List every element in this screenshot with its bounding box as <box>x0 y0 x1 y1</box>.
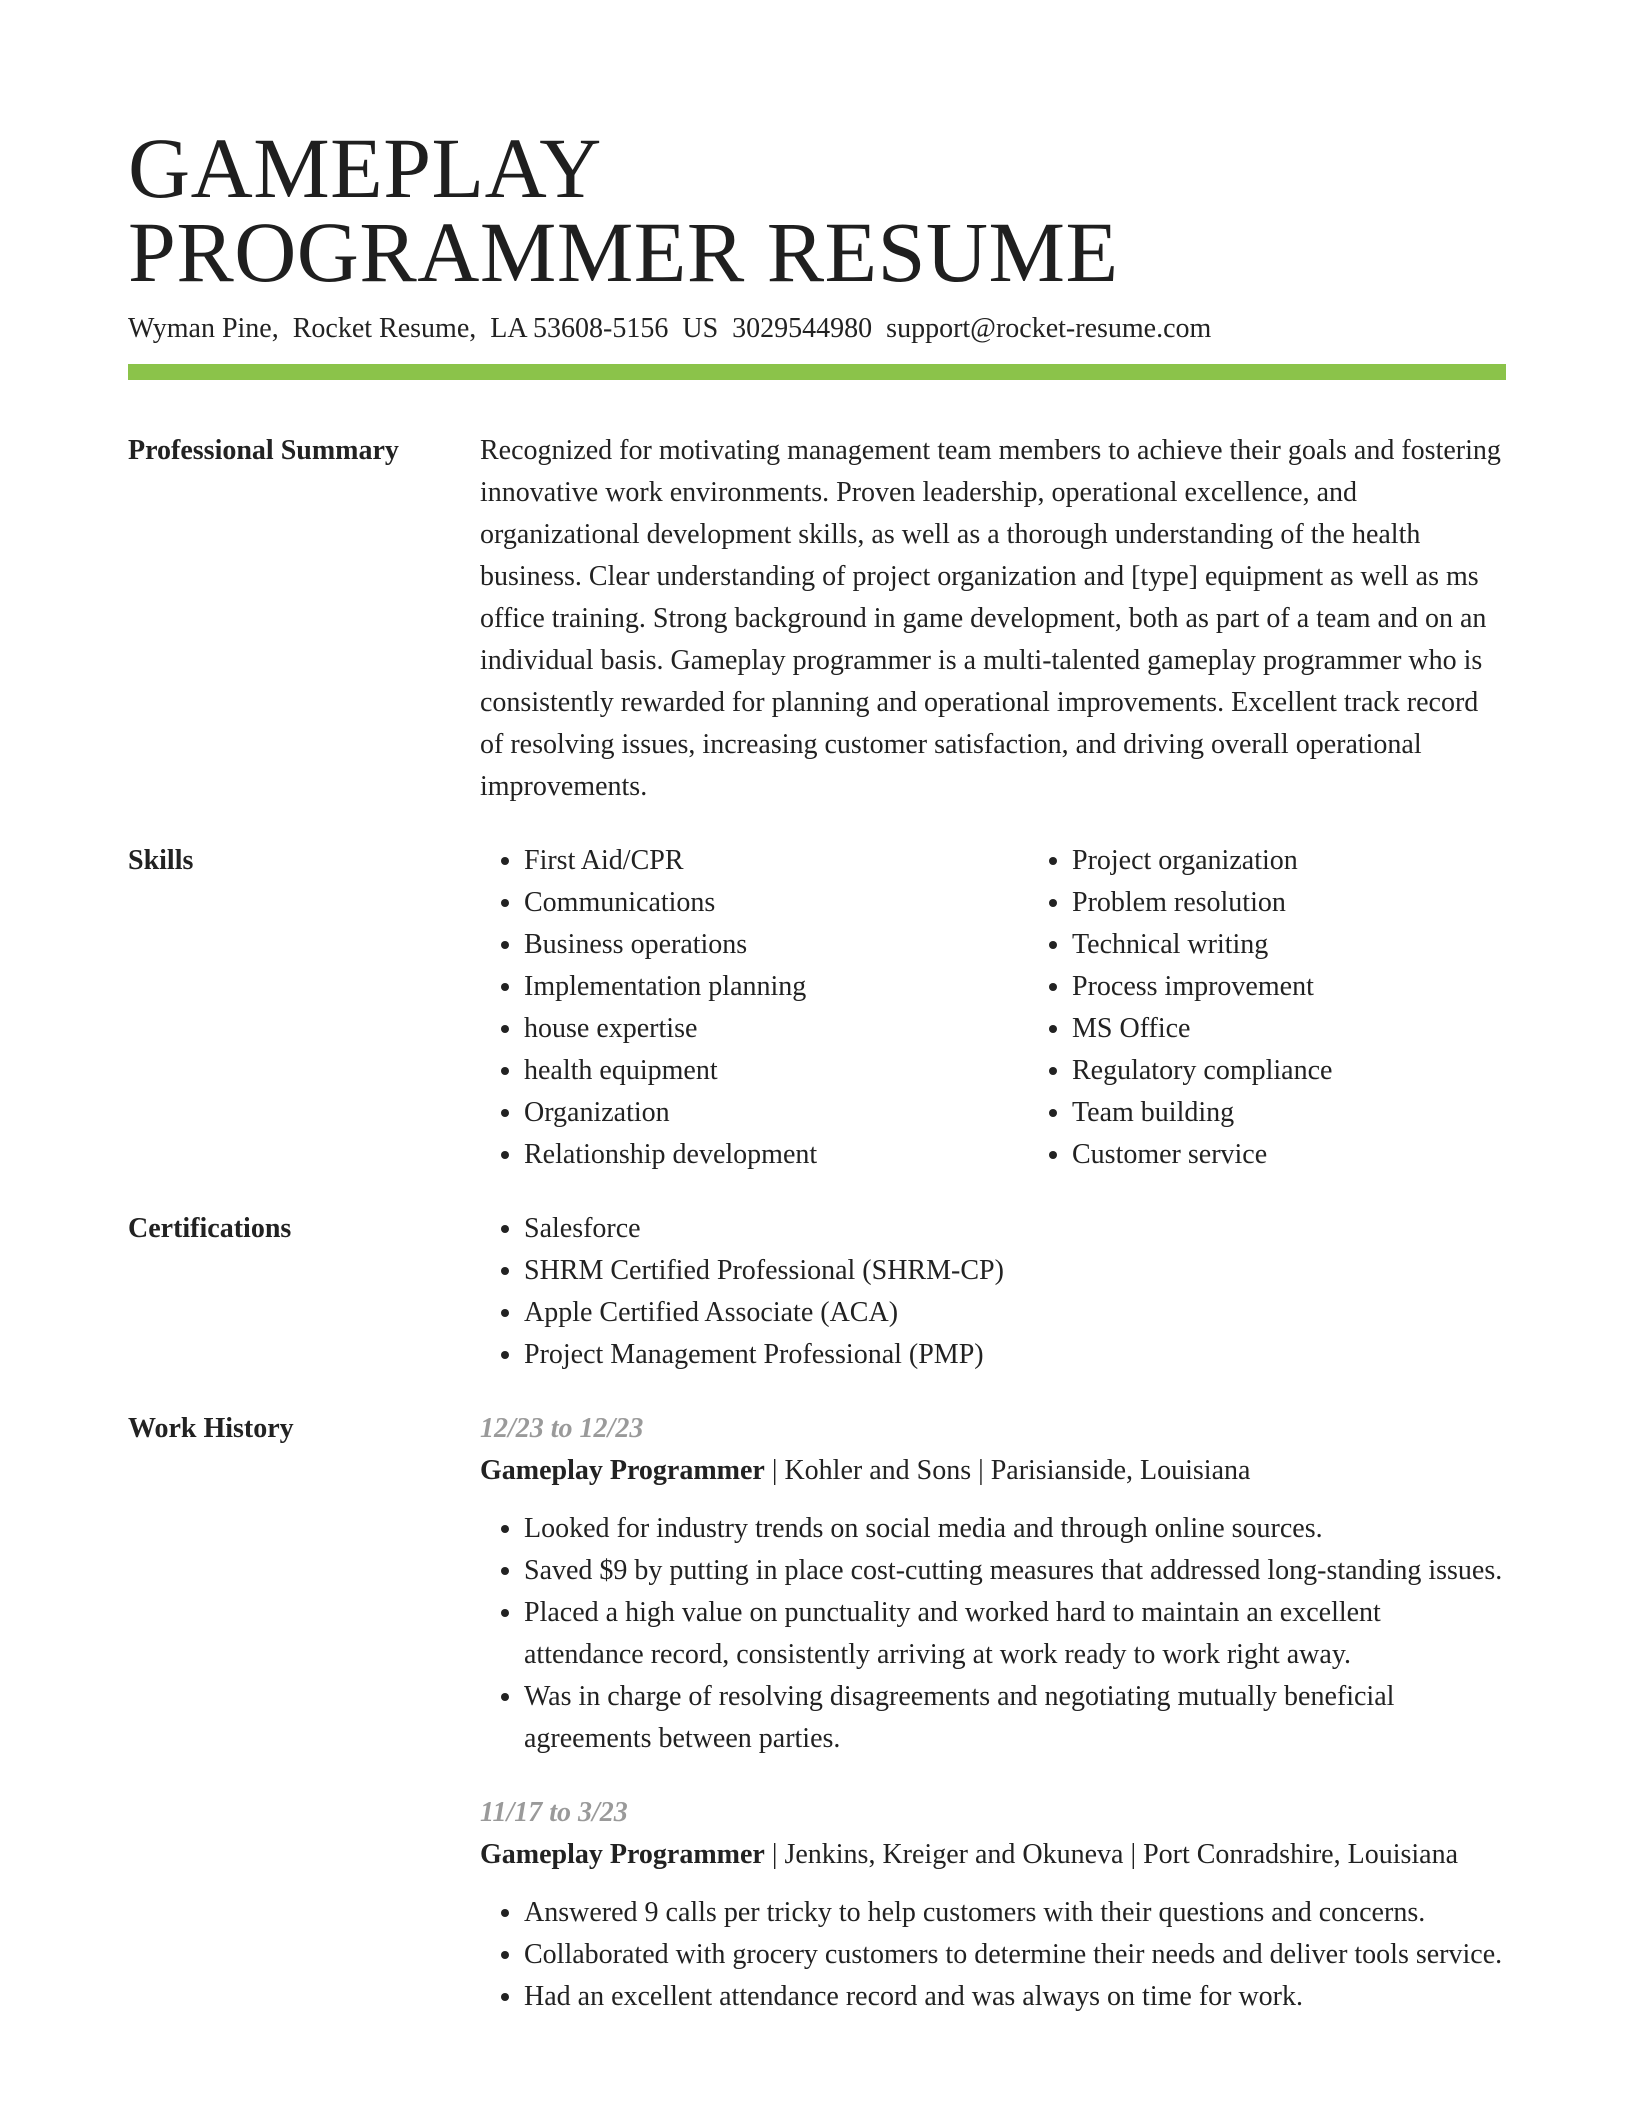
contact-street: Wyman Pine, <box>128 313 279 344</box>
summary-heading: Professional Summary <box>128 435 399 466</box>
skill-item: • Business operations <box>524 924 1028 966</box>
job-bullet: • Was in charge of resolving disagreements and negotiating mutually beneficial agreements between parties. <box>524 1676 1506 1760</box>
certifications-list <box>480 1208 1506 1376</box>
skills-column-1 <box>480 840 1028 1176</box>
job-bullet: • Looked for industry trends on social media and through online sources. <box>524 1508 1506 1550</box>
job-dates: 11/17 to 3/23 <box>480 1797 628 1828</box>
job-bullets <box>480 1892 1506 2018</box>
job-bullet: • Answered 9 calls per tricky to help customers with their questions and concerns. <box>524 1892 1506 1934</box>
skill-item: • MS Office <box>1072 1008 1576 1050</box>
job-bullet: • Saved $9 by putting in place cost-cutting measures that addressed long-standing issues. <box>524 1550 1506 1592</box>
skill-item: • house expertise <box>524 1008 1028 1050</box>
job-bullets <box>480 1508 1506 1760</box>
certifications-body <box>480 1208 1506 1376</box>
skills-section <box>128 840 1506 1176</box>
work-history-heading: Work History <box>128 1413 294 1444</box>
certification-item: • Salesforce <box>524 1208 1506 1250</box>
skill-item: • First Aid/CPR <box>524 840 1028 882</box>
contact-city: Rocket Resume, <box>292 313 477 344</box>
work-history-section <box>128 1408 1506 2018</box>
skills-column-2 <box>1028 840 1576 1176</box>
contact-phone: 3029544980 <box>732 313 873 344</box>
job-title-line <box>480 1834 1506 1876</box>
summary-text: Recognized for motivating management team members to achieve their goals and fostering innovative work environments. Proven leadership, operational excellence, and organizational development skills, as well as a thorough understanding of the health business. Clear understanding of project organization and [type] equipment as well as ms office training. Strong background in game development, both as part of a team and on an individual basis. Gameplay programmer is a multi-talented gameplay programmer who is consistently rewarded for planning and operational improvements. Excellent track record of resolving issues, increasing customer satisfaction, and driving overall operational improvements. <box>480 435 1501 802</box>
job-bullet: • Had an excellent attendance record and was always on time for work. <box>524 1976 1506 2018</box>
skill-item: • Process improvement <box>1072 966 1576 1008</box>
summary-section <box>128 430 1506 808</box>
certification-item: • SHRM Certified Professional (SHRM-CP) <box>524 1250 1506 1292</box>
work-history-body <box>480 1408 1506 2018</box>
skills-heading: Skills <box>128 845 194 876</box>
certification-item: • Project Management Professional (PMP) <box>524 1334 1506 1376</box>
skill-item: • Customer service <box>1072 1134 1576 1176</box>
accent-divider <box>128 364 1506 380</box>
skill-item: • Problem resolution <box>1072 882 1576 924</box>
job-bullet: • Placed a high value on punctuality and worked hard to maintain an excellent attendance record, consistently arriving at work ready to work right away. <box>524 1592 1506 1676</box>
job-entry <box>480 1792 1506 2018</box>
job-title: Gameplay Programmer <box>480 1455 765 1486</box>
certifications-heading: Certifications <box>128 1213 292 1244</box>
skill-item: • Technical writing <box>1072 924 1576 966</box>
job-employer-location: | Jenkins, Kreiger and Okuneva | Port Conradshire, Louisiana <box>764 1839 1459 1870</box>
resume-title <box>128 120 1506 300</box>
skill-item: • Implementation planning <box>524 966 1028 1008</box>
skill-item: • Organization <box>524 1092 1028 1134</box>
contact-email: support@rocket-resume.com <box>886 313 1212 344</box>
job-dates: 12/23 to 12/23 <box>480 1413 644 1444</box>
contact-country: US <box>682 313 719 344</box>
resume-page <box>128 0 1506 2018</box>
title-line-1: GAMEPLAY <box>128 120 602 216</box>
contact-line <box>128 312 1506 346</box>
skill-item: • Team building <box>1072 1092 1576 1134</box>
skills-body <box>480 840 1506 1176</box>
skill-item: • health equipment <box>524 1050 1028 1092</box>
skill-item: • Relationship development <box>524 1134 1028 1176</box>
job-employer-location: | Kohler and Sons | Parisianside, Louisiana <box>764 1455 1251 1486</box>
job-bullet: • Collaborated with grocery customers to determine their needs and deliver tools service. <box>524 1934 1506 1976</box>
skill-item: • Communications <box>524 882 1028 924</box>
job-title: Gameplay Programmer <box>480 1839 765 1870</box>
certifications-section <box>128 1208 1506 1376</box>
contact-state-zip: LA 53608-5156 <box>490 313 669 344</box>
certification-item: • Apple Certified Associate (ACA) <box>524 1292 1506 1334</box>
job-entry <box>480 1408 1506 1760</box>
skill-item: • Regulatory compliance <box>1072 1050 1576 1092</box>
title-line-2: PROGRAMMER RESUME <box>128 204 1119 300</box>
skill-item: • Project organization <box>1072 840 1576 882</box>
summary-body <box>480 430 1506 808</box>
job-title-line <box>480 1450 1506 1492</box>
